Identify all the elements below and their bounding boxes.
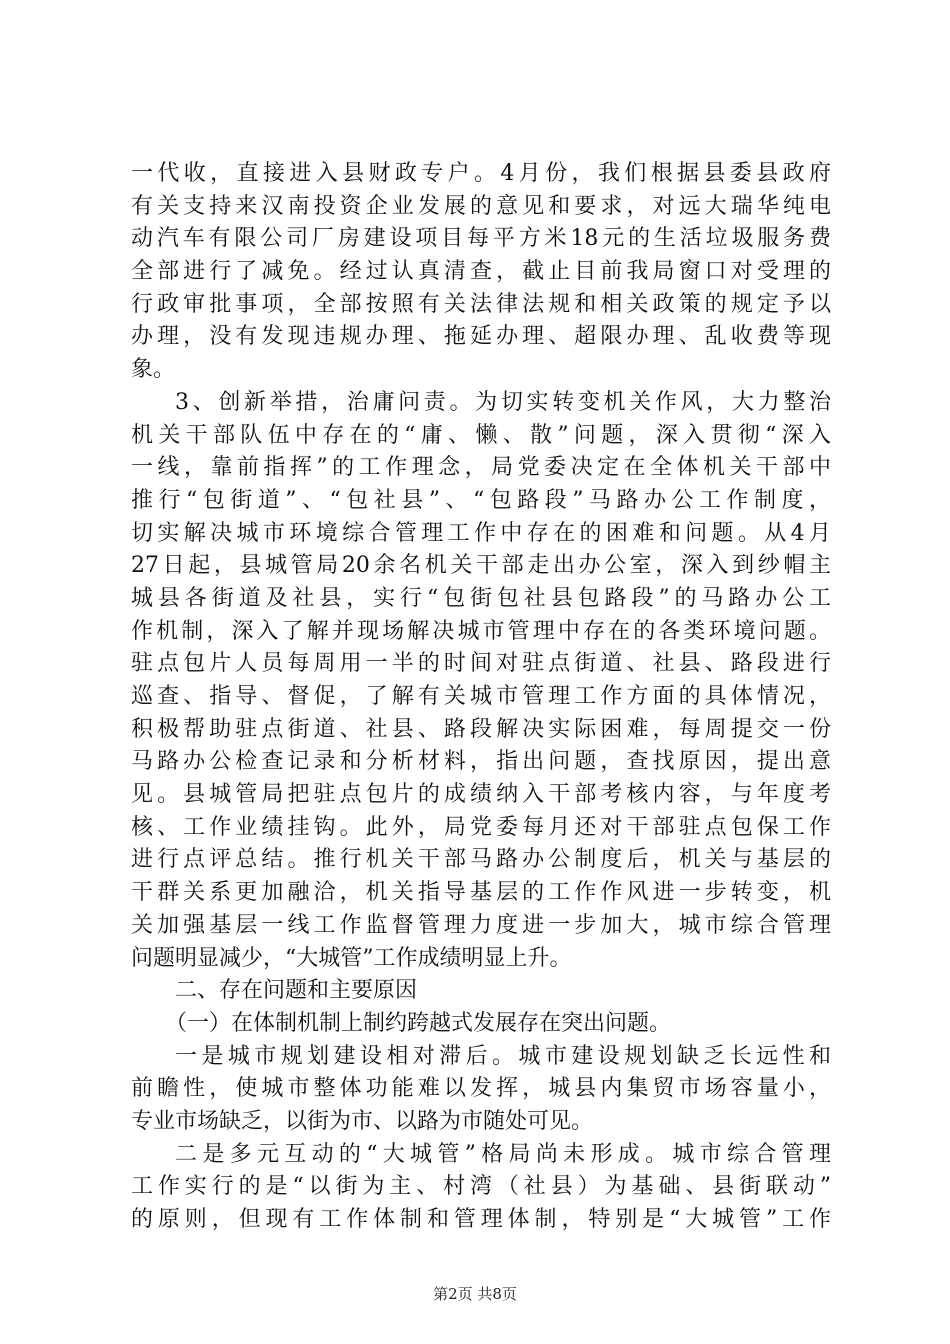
text-line: 象。 bbox=[131, 357, 176, 383]
page-footer: 第2页 共8页 bbox=[433, 1285, 517, 1303]
text-line: 作机制，深入了解并现场解决城市管理中存在的各类环境问题。 bbox=[131, 618, 831, 644]
text-line: 前瞻性，使城市整体功能难以发挥，城县内集贸市场容量小， bbox=[131, 1076, 831, 1102]
text-line: 切实解决城市环境综合管理工作中存在的困难和问题。从4月 bbox=[131, 520, 831, 546]
text-line: 机关干部队伍中存在的“庸、懒、散”问题，深入贯彻“深入 bbox=[131, 422, 831, 448]
text-line: 进行点评总结。推行机关干部马路办公制度后，机关与基层的 bbox=[131, 847, 831, 873]
text-line: 巡查、指导、督促，了解有关城市管理工作方面的具体情况， bbox=[131, 684, 831, 709]
text-line: 3、创新举措，治庸问责。为切实转变机关作风，大力整治 bbox=[175, 389, 831, 415]
text-line: 见。县城管局把驻点包片的成绩纳入干部考核内容，与年度考 bbox=[131, 782, 831, 808]
text-line: 马路办公检查记录和分析材料，指出问题，查找原因，提出意 bbox=[131, 749, 831, 775]
text-line: 城县各街道及社县，实行“包街包社县包路段”的马路办公工 bbox=[131, 585, 831, 611]
text-line: 推行“包街道”、“包社县”、“包路段”马路办公工作制度， bbox=[131, 487, 831, 513]
text-line: 一是城市规划建设相对滞后。城市建设规划缺乏长远性和 bbox=[175, 1043, 831, 1069]
text-line: 工作实行的是“以街为主、村湾（社县）为基础、县街联动” bbox=[131, 1174, 831, 1200]
text-line: 动汽车有限公司厂房建设项目每平方米18元的生活垃圾服务费 bbox=[131, 226, 831, 252]
text-line: 积极帮助驻点街道、社县、路段解决实际困难，每周提交一份 bbox=[131, 716, 831, 742]
text-line: 一代收，直接进入县财政专户。4月份，我们根据县委县政府 bbox=[131, 161, 831, 186]
text-line: 驻点包片人员每周用一半的时间对驻点街道、社县、路段进行 bbox=[131, 651, 831, 677]
document-body bbox=[131, 158, 831, 1237]
text-line: 问题明显减少，“大城管”工作成绩明显上升。 bbox=[131, 945, 572, 971]
text-line: （一）在体制机制上制约跨越式发展存在突出问题。 bbox=[165, 1010, 672, 1036]
text-line: 关加强基层一线工作监督管理力度进一步加大，城市综合管理 bbox=[131, 912, 831, 938]
text-line: 的原则，但现有工作体制和管理体制，特别是“大城管”工作 bbox=[131, 1207, 831, 1232]
text-line: 有关支持来汉南投资企业发展的意见和要求，对远大瑞华纯电 bbox=[131, 193, 831, 219]
text-line: 办理，没有发现违规办理、拖延办理、超限办理、乱收费等现 bbox=[131, 324, 831, 350]
text-line: 行政审批事项，全部按照有关法律法规和相关政策的规定予以 bbox=[131, 291, 831, 317]
text-line: 二、存在问题和主要原因 bbox=[175, 978, 418, 1004]
text-line: 二是多元互动的“大城管”格局尚未形成。城市综合管理 bbox=[175, 1141, 831, 1167]
text-line: 一线，靠前指挥”的工作理念，局党委决定在全体机关干部中 bbox=[131, 455, 831, 481]
text-line: 专业市场缺乏，以街为市、以路为市随处可见。 bbox=[131, 1108, 594, 1134]
text-line: 27日起，县城管局20余名机关干部走出办公室，深入到纱帽主 bbox=[131, 553, 831, 579]
text-line: 干群关系更加融洽，机关指导基层的工作作风进一步转变，机 bbox=[131, 880, 831, 906]
text-line: 全部进行了减免。经过认真清查，截止目前我局窗口对受理的 bbox=[131, 259, 831, 285]
text-line: 核、工作业绩挂钩。此外，局党委每月还对干部驻点包保工作 bbox=[131, 814, 831, 840]
